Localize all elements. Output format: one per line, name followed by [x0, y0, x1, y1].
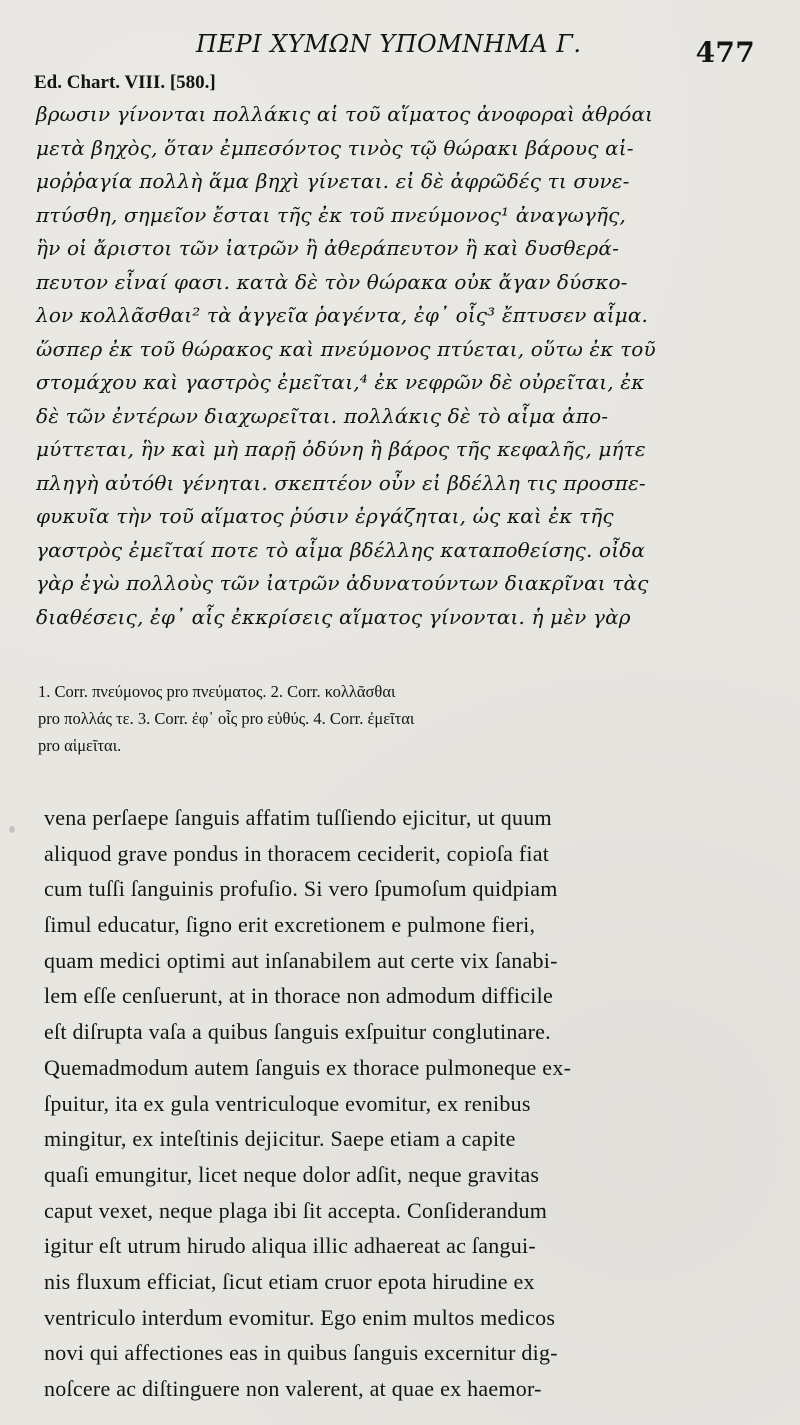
latin-text-block [44, 800, 766, 1407]
latin-line: quaſi emungitur, licet neque dolor adſit, neque gravitas [44, 1161, 540, 1187]
latin-line: mingitur, ex inteſtinis dejicitur. Saepe etiam a capite [44, 1126, 516, 1152]
greek-line: διαθέσεις, ἐφ᾽ αἷς ἐκκρίσεις αἵματος γίνονται. ἡ μὲν γὰρ [36, 604, 631, 629]
edition-reference: Ed. Chart. VIII. [580.] [34, 72, 216, 93]
latin-line: vena perſaepe ſanguis affatim tuſſiendo ejicitur, ut quum [44, 805, 552, 830]
greek-line: πληγὴ αὐτόθι γένηται. σκεπτέον οὖν εἰ βδέλλη τις προσπε- [36, 470, 646, 495]
page-stain [9, 826, 15, 833]
latin-line: ſimul educatur, ſigno erit excretionem e pulmone fieri, [44, 912, 536, 938]
greek-line: γὰρ ἐγὼ πολλοὺς τῶν ἰατρῶν ἀδυνατούντων διακρῖναι τὰς [36, 571, 649, 595]
greek-line: βρωσιν γίνονται πολλάκις αἱ τοῦ αἵματος ἀνοφοραὶ ἀθρόαι [36, 102, 654, 126]
greek-line: δὲ τῶν ἐντέρων διαχωρεῖται. πολλάκις δὲ τὸ αἷμα ἀπο- [36, 403, 609, 428]
latin-line: ſpuitur, ita ex gula ventriculoque evomitur, ex renibus [44, 1090, 531, 1116]
latin-line: cum tuſſi ſanguinis profuſio. Si vero ſpumoſum quidpiam [44, 876, 558, 902]
greek-line: μετὰ βηχὸς, ὅταν ἐμπεσόντος τινὸς τῷ θώρακι βάρους αἱ- [36, 135, 634, 160]
running-head: ΠΕΡΙ ΧΥΜΩΝ ΥΠΟΜΝΗΜΑ Γ. [196, 30, 582, 58]
greek-line: ἣν οἱ ἄριστοι τῶν ἰατρῶν ἢ ἀθεράπευτον ἢ καὶ δυσθερά- [36, 236, 619, 260]
latin-line: igitur eſt utrum hirudo aliqua illic adhaereat ac ſangui- [44, 1233, 536, 1259]
greek-line: στομάχου καὶ γαστρὸς ἐμεῖται,⁴ ἐκ νεφρῶν δὲ οὐρεῖται, ἐκ [36, 370, 645, 394]
greek-line: πτύσθη, σημεῖον ἔσται τῆς ἐκ τοῦ πνεύμονος¹ ἀναγωγῆς, [36, 202, 626, 227]
latin-line: aliquod grave pondus in thoracem ceciderit, copioſa fiat [44, 840, 550, 866]
page-number: 477 [695, 36, 755, 69]
latin-line: eſt diſrupta vaſa a quibus ſanguis exſpuitur conglutinare. [44, 1019, 551, 1045]
latin-line: ventriculo interdum evomitur. Ego enim multos medicos [44, 1304, 556, 1330]
greek-line: λον κολλᾶσθαι² τὰ ἀγγεῖα ῥαγέντα, ἐφ᾽ οἷς³ ἔπτυσεν αἷμα. [36, 303, 648, 327]
greek-text-block [36, 98, 764, 634]
latin-line: noſcere ac diſtinguere non valerent, at quae ex haemor- [44, 1376, 542, 1401]
greek-line: ὥσπερ ἐκ τοῦ θώρακος καὶ πνεύμονος πτύεται, οὕτω ἐκ τοῦ [36, 336, 656, 361]
latin-line: caput vexet, neque plaga ibi ſit accepta. Conſiderandum [44, 1197, 548, 1223]
greek-line: μύττεται, ἣν καὶ μὴ παρῇ ὀδύνη ἢ βάρος τῆς κεφαλῆς, μήτε [36, 437, 646, 461]
greek-line: γαστρὸς ἐμεῖταί ποτε τὸ αἷμα βδέλλης καταποθείσης. οἶδα [36, 537, 646, 562]
greek-line: φυκυῖα τὴν τοῦ αἵματος ῥύσιν ἐργάζηται, ὡς καὶ ἐκ τῆς [36, 504, 614, 528]
footnotes-block [38, 678, 766, 759]
latin-line: Quemadmodum autem ſanguis ex thorace pulmoneque ex- [44, 1054, 572, 1080]
greek-line: μοῤῥαγία πολλὴ ἅμα βηχὶ γίνεται. εἰ δὲ ἀφρῶδές τι συνε- [36, 169, 630, 193]
footnote-line: pro αἱμεῖται. [38, 736, 122, 755]
footnote-line: pro πολλάς τε. 3. Corr. ἐφ᾽ οἷς pro εὐθύς. 4. Corr. ἐμεῖται [38, 709, 415, 728]
latin-line: quam medici optimi aut inſanabilem aut certe vix ſanabi- [44, 947, 558, 973]
latin-line: nis fluxum efficiat, ſicut etiam cruor epota hirudine ex [44, 1268, 535, 1294]
latin-line: novi qui affectiones eas in quibus ſanguis excernitur dig- [44, 1340, 558, 1366]
latin-line: lem eſſe cenſuerunt, at in thorace non admodum difficile [44, 983, 554, 1009]
greek-line: πευτον εἶναί φασι. κατὰ δὲ τὸν θώρακα οὐκ ἄγαν δύσκο- [36, 269, 628, 294]
footnote-line: 1. Corr. πνεύμονος pro πνεύματος. 2. Corr. κολλᾶσθαι [38, 682, 396, 701]
